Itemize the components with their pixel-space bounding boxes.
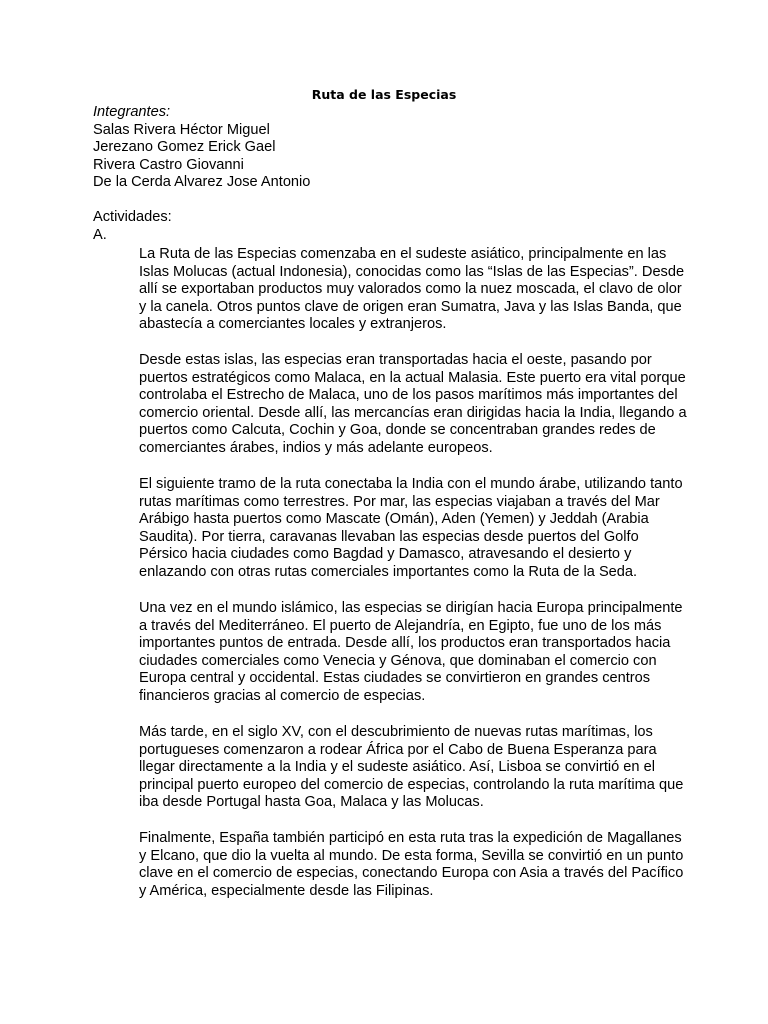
paragraph <box>139 352 687 457</box>
paragraph-line: puertos estratégicos como Malaca, en la actual Malasia. Este puerto era vital porque <box>139 369 686 386</box>
member-name: Salas Rivera Héctor Miguel <box>93 121 270 138</box>
header-block <box>93 104 733 244</box>
member-name: Rivera Castro Giovanni <box>93 156 244 173</box>
paragraph-line: y América, especialmente desde las Filipinas. <box>139 882 434 899</box>
paragraph-line: controlaba el Estrecho de Malaca, uno de los pasos marítimos más importantes del <box>139 387 678 403</box>
paragraph-line: El siguiente tramo de la ruta conectaba la India con el mundo árabe, utilizando tanto <box>139 476 683 492</box>
paragraph-line: clave en el comercio de especias, conectando Europa con Asia a través del Pacífico <box>139 865 684 881</box>
paragraph-line: iba desde Portugal hasta Goa, Malaca y las Molucas. <box>139 794 484 810</box>
paragraph-line: comerciantes árabes, indios y más adelante europeos. <box>139 439 493 456</box>
paragraph-line: y Elcano, que dio la vuelta al mundo. De esta forma, Sevilla se convirtió en un punto <box>139 847 684 864</box>
member-name: Jerezano Gomez Erick Gael <box>93 139 276 155</box>
paragraph-line: enlazando con otras rutas comerciales importantes como la Ruta de la Seda. <box>139 563 638 580</box>
activities-label: Actividades: <box>93 209 172 225</box>
section-label: A. <box>93 226 107 243</box>
paragraph <box>139 246 685 334</box>
paragraph-line: principal puerto europeo del comercio de especias, controlando la ruta marítima que <box>139 776 684 793</box>
document-title: Ruta de las Especias <box>311 87 457 102</box>
paragraph-line: Una vez en el mundo islámico, las especias se dirigían hacia Europa principalmente <box>139 600 683 616</box>
member-name: De la Cerda Alvarez Jose Antonio <box>93 174 311 190</box>
paragraph-line: La Ruta de las Especias comenzaba en el sudeste asiático, principalmente en las <box>139 246 667 262</box>
integrantes-label: Integrantes: <box>93 104 171 120</box>
paragraph-line: Arábigo hasta puertos como Mascate (Omán), Aden (Yemen) y Jeddah (Arabia <box>139 511 649 527</box>
paragraph <box>139 830 684 900</box>
paragraph <box>139 476 683 581</box>
paragraph-line: y la canela. Otros puntos clave de origen eran Sumatra, Java y las Islas Banda, que <box>139 298 682 315</box>
paragraph-line: abastecía a comerciantes locales y extranjeros. <box>139 316 447 332</box>
paragraph-line: Pérsico hacia ciudades como Bagdad y Damasco, atravesando el desierto y <box>139 546 632 562</box>
paragraph-line: llegar directamente a la India y el sudeste asiático. Así, Lisboa se convirtió en el <box>139 759 655 775</box>
paragraph-line: a través del Mediterráneo. El puerto de Alejandría, en Egipto, fue uno de los más <box>139 617 662 634</box>
paragraph-line: importantes puntos de entrada. Desde allí, los productos eran transportados hacia <box>139 635 671 651</box>
paragraph-line: comercio oriental. Desde allí, las mercancías eran dirigidas hacia la India, llegando a <box>139 404 687 421</box>
paragraph-line: allí se exportaban productos muy valorados como la nuez moscada, el clavo de olor <box>139 281 682 297</box>
paragraph-line: Desde estas islas, las especias eran transportadas hacia el oeste, pasando por <box>139 352 652 368</box>
paragraph-line: Europa central y occidental. Estas ciudades se convirtieron en grandes centros <box>139 670 651 686</box>
paragraph <box>139 724 684 812</box>
paragraph-line: rutas marítimas como terrestres. Por mar, las especias viajaban a través del Mar <box>139 493 660 510</box>
paragraph-line: Finalmente, España también participó en esta ruta tras la expedición de Magallanes <box>139 830 682 846</box>
paragraph-line: Más tarde, en el siglo XV, con el descubrimiento de nuevas rutas marítimas, los <box>139 724 653 740</box>
paragraph-line: portugueses comenzaron a rodear África por el Cabo de Buena Esperanza para <box>139 741 657 758</box>
paragraph <box>139 600 683 705</box>
paragraph-line: financieros gracias al comercio de especias. <box>139 687 426 704</box>
paragraph-line: Islas Molucas (actual Indonesia), conocidas como las “Islas de las Especias”. Desde <box>139 263 685 280</box>
paragraph-line: ciudades comerciales como Venecia y Génova, que dominaban el comercio con <box>139 652 657 669</box>
paragraph-line: puertos como Calcuta, Cochin y Goa, donde se concentraban grandes redes de <box>139 422 656 438</box>
paragraph-line: Saudita). Por tierra, caravanas llevaban las especias desde puertos del Golfo <box>139 528 639 545</box>
